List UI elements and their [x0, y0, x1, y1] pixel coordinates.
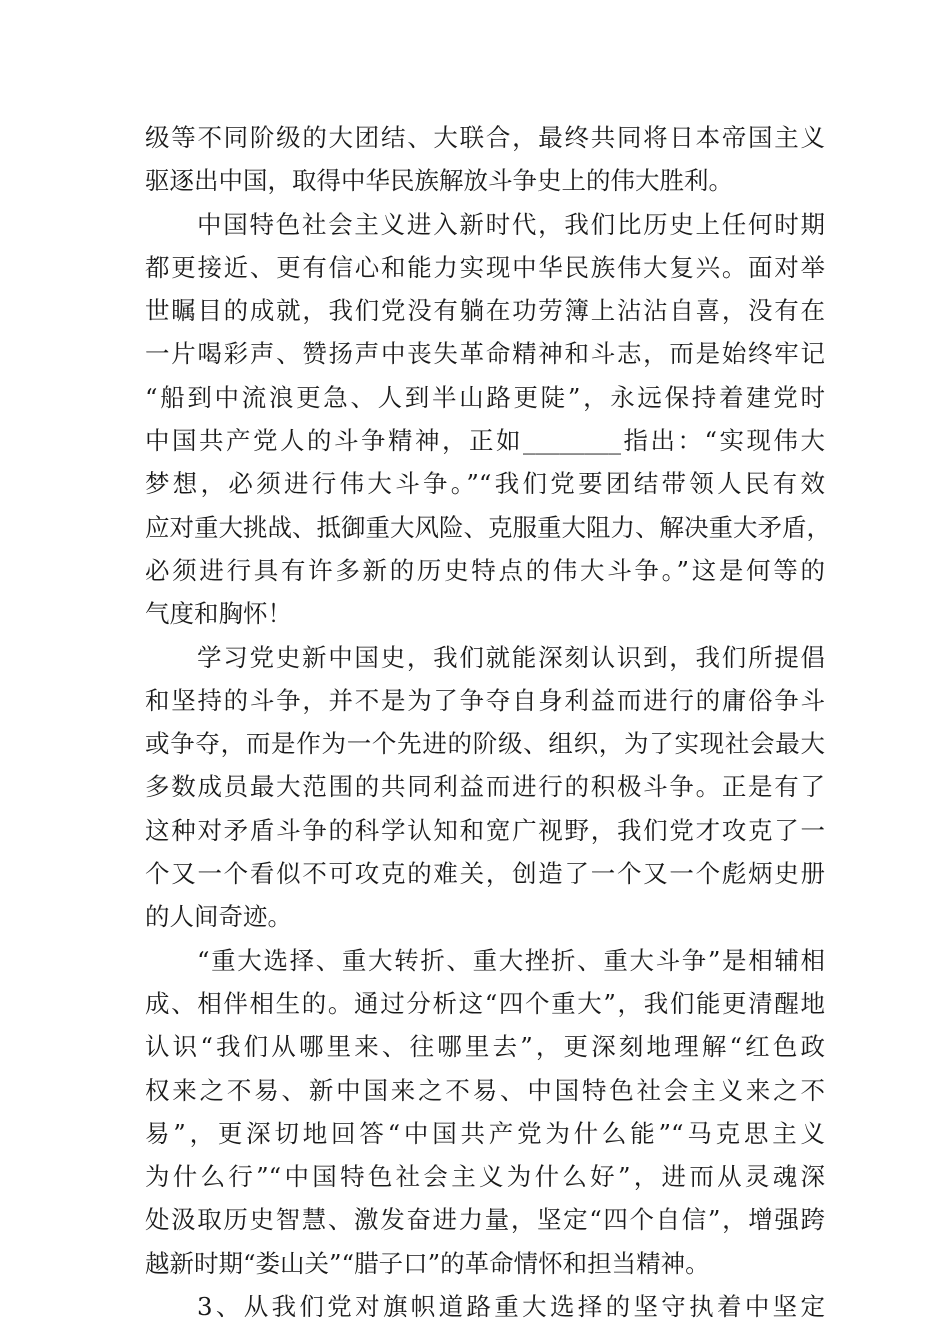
- document-body: [145, 116, 831, 1328]
- text-line: 梦想，必须进行伟大斗争。”“我们党要团结带领人民有效: [145, 469, 825, 499]
- text-line: 中国共产党人的斗争精神，正如________指出：“实现伟大: [145, 426, 825, 456]
- text-line: 或争夺，而是作为一个先进的阶级、组织，为了实现社会最大: [145, 729, 825, 759]
- text-line: 多数成员最大范围的共同利益而进行的积极斗争。正是有了: [145, 772, 825, 802]
- text-line: 处汲取历史智慧、激发奋进力量，坚定“四个自信”，增强跨: [145, 1205, 825, 1235]
- text-line: 的人间奇迹。: [145, 902, 292, 932]
- text-line: 易”，更深切地回答“中国共产党为什么能”“马克思主义: [145, 1118, 825, 1148]
- text-line: 气度和胸怀！: [145, 599, 292, 629]
- text-line: 必须进行具有许多新的历史特点的伟大斗争。”这是何等的: [145, 555, 825, 585]
- text-line: 越新时期“娄山关”“腊子口”的革命情怀和担当精神。: [145, 1248, 710, 1278]
- section-heading-line: 3、从我们党对旗帜道路重大选择的坚守执着中坚定: [197, 1292, 825, 1322]
- text-line: 和坚持的斗争，并不是为了争夺自身利益而进行的庸俗争斗: [145, 685, 825, 715]
- text-line: 都更接近、更有信心和能力实现中华民族伟大复兴。面对举: [145, 252, 825, 282]
- paragraph-first-line: “重大选择、重大转折、重大挫折、重大斗争”是相辅相: [197, 945, 825, 975]
- text-line: 成、相伴相生的。通过分析这“四个重大”，我们能更清醒地: [145, 988, 825, 1018]
- text-line: 认识“我们从哪里来、往哪里去”，更深刻地理解“红色政: [145, 1032, 825, 1062]
- text-line: 应对重大挑战、抵御重大风险、克服重大阻力、解决重大矛盾，: [145, 512, 831, 542]
- text-line: 个又一个看似不可攻克的难关，创造了一个又一个彪炳史册: [145, 859, 825, 889]
- paragraph-first-line: 学习党史新中国史，我们就能深刻认识到，我们所提倡: [197, 642, 825, 672]
- text-line: 这种对矛盾斗争的科学认知和宽广视野，我们党才攻克了一: [145, 815, 825, 845]
- text-line: “船到中流浪更急、人到半山路更陡”，永远保持着建党时: [145, 382, 825, 412]
- text-line: 世瞩目的成就，我们党没有躺在功劳簿上沾沾自喜，没有在: [145, 296, 825, 326]
- text-line: 驱逐出中国，取得中华民族解放斗争史上的伟大胜利。: [145, 166, 733, 196]
- text-line: 级等不同阶级的大团结、大联合，最终共同将日本帝国主义: [145, 123, 825, 152]
- text-line: 一片喝彩声、赞扬声中丧失革命精神和斗志，而是始终牢记: [145, 339, 825, 369]
- paragraph-first-line: 中国特色社会主义进入新时代，我们比历史上任何时期: [197, 209, 825, 239]
- text-line: 权来之不易、新中国来之不易、中国特色社会主义来之不: [145, 1075, 825, 1105]
- text-line: 为什么行”“中国特色社会主义为什么好”，进而从灵魂深: [145, 1162, 825, 1192]
